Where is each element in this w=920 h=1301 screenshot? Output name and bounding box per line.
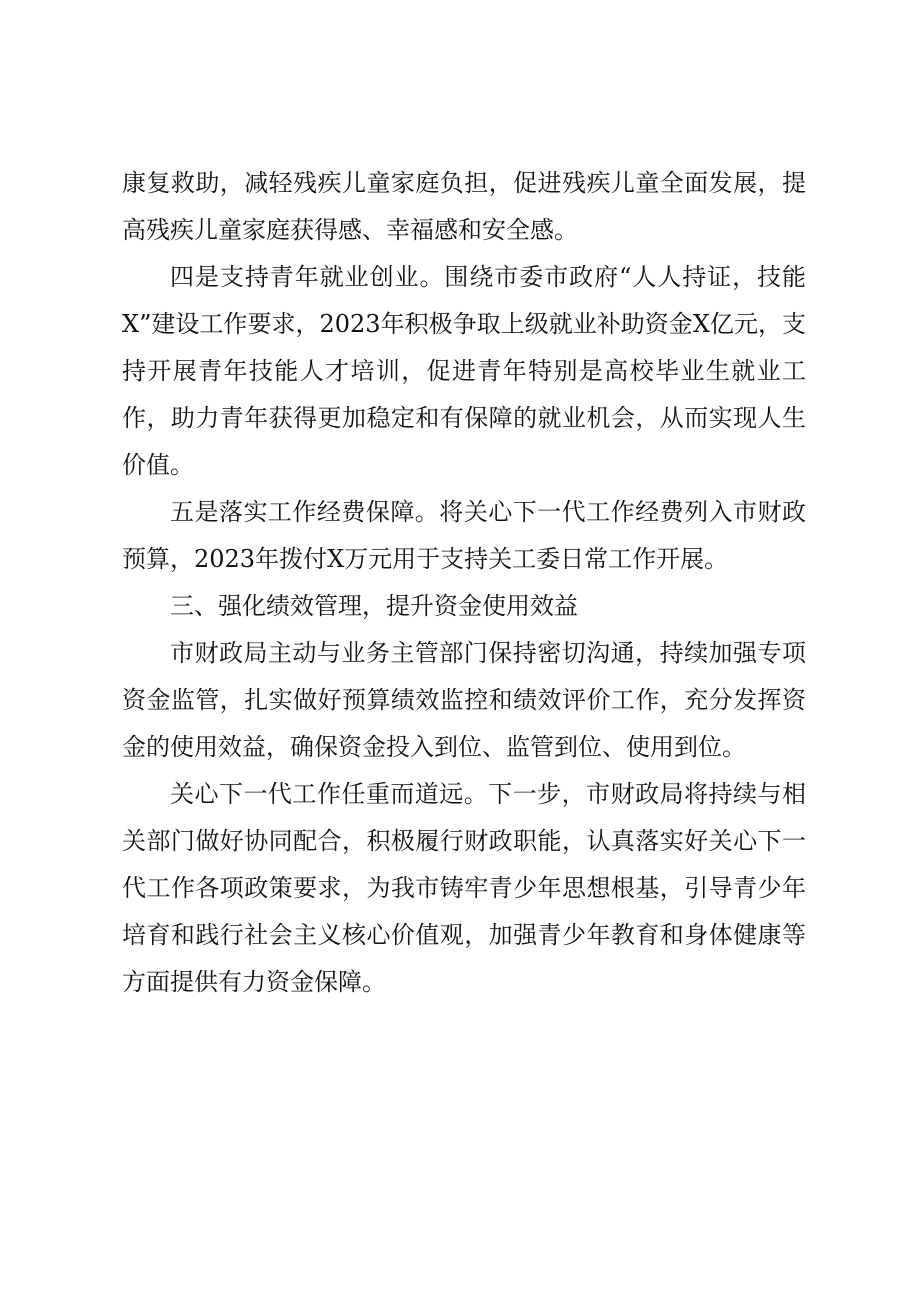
document-body: [122, 160, 806, 1006]
paragraph-performance-management: 市财政局主动与业务主管部门保持密切沟通，持续加强专项资金监管，扎实做好预算绩效监控和绩效评价工作，充分发挥资金的使用效益，确保资金投入到位、监管到位、使用到位。: [122, 639, 806, 761]
paragraph-continuation: 康复救助，减轻残疾儿童家庭负担，促进残疾儿童全面发展，提高残疾儿童家庭获得感、幸福感和安全感。: [122, 169, 806, 244]
section-heading: 三、强化绩效管理，提升资金使用效益: [170, 592, 578, 620]
paragraph-next-steps: 关心下一代工作任重而道远。下一步，市财政局将持续与相关部门做好协同配合，积极履行财政职能，认真落实好关心下一代工作各项政策要求，为我市铸牢青少年思想根基，引导青少年培育和践行社会主义核心价值观，加强青少年教育和身体健康等方面提供有力资金保障。: [122, 780, 806, 996]
paragraph-work-funding: 五是落实工作经费保障。将关心下一代工作经费列入市财政预算，2023年拨付X万元用于支持关工委日常工作开展。: [122, 498, 806, 573]
paragraph-youth-employment: 四是支持青年就业创业。围绕市委市政府“人人持证，技能X”建设工作要求，2023年积极争取上级就业补助资金X亿元，支持开展青年技能人才培训，促进青年特别是高校毕业生就业工作，助力青年获得更加稳定和有保障的就业机会，从而实现人生价值。: [122, 263, 806, 479]
